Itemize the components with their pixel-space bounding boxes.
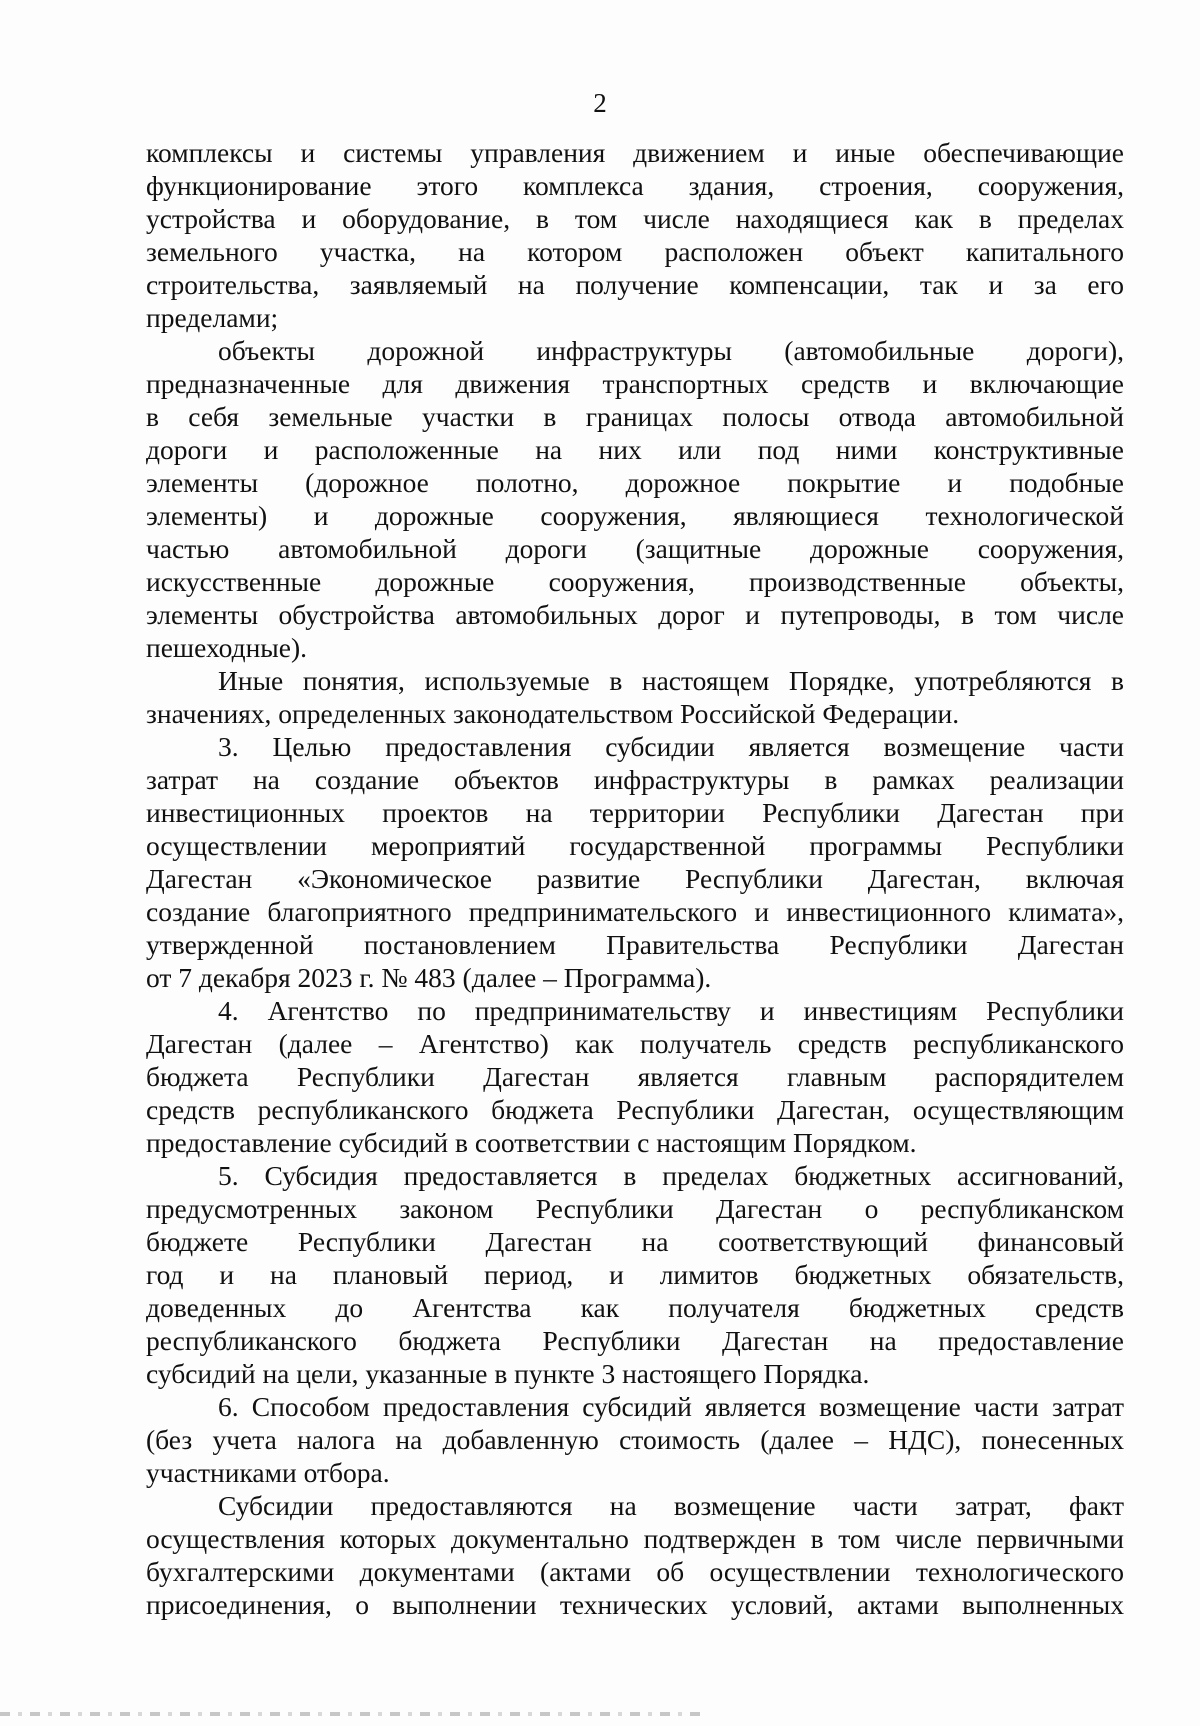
text-line: значениях, определенных законодательством Российской Федерации. [146,698,960,729]
text-line: от 7 декабря 2023 г. № 483 (далее – Программа). [146,962,712,993]
text-line: пешеходные). [146,632,308,663]
text-line: комплексы и системы управления движением и иные обеспечивающие [146,137,1124,168]
text-line: бухгалтерскими документами (актами об осуществлении технологического [146,1556,1124,1587]
text-line: бюджете Республики Дагестан на соответствующий финансовый [146,1226,1124,1257]
text-line: устройства и оборудование, в том числе находящиеся как в пределах [146,203,1124,234]
text-line: пределами; [146,302,279,333]
text-line: функционирование этого комплекса здания, строения, сооружения, [146,170,1124,201]
text-line: (без учета налога на добавленную стоимость (далее – НДС), понесенных [146,1424,1124,1455]
text-line: Дагестан (далее – Агентство) как получатель средств республиканского [146,1028,1124,1059]
text-line: объекты дорожной инфраструктуры (автомобильные дороги), [218,335,1124,366]
text-line: 5. Субсидия предоставляется в пределах бюджетных ассигнований, [218,1160,1124,1191]
text-line: элементы) и дорожные сооружения, являющиеся технологической [146,500,1124,531]
text-line: Дагестан «Экономическое развитие Республики Дагестан, включая [146,863,1124,894]
text-line: элементы (дорожное полотно, дорожное покрытие и подобные [146,467,1124,498]
text-line: в себя земельные участки в границах полосы отвода автомобильной [146,401,1124,432]
text-line: инвестиционных проектов на территории Республики Дагестан при [146,797,1124,828]
text-line: частью автомобильной дороги (защитные дорожные сооружения, [146,533,1124,564]
text-line: дороги и расположенные на них или под ними конструктивные [146,434,1124,465]
page-number: 2 [593,88,607,118]
text-line: год и на плановый период, и лимитов бюджетных обязательств, [146,1259,1124,1290]
text-line: Субсидии предоставляются на возмещение части затрат, факт [218,1490,1124,1521]
text-line: строительства, заявляемый на получение компенсации, так и за его [146,269,1124,300]
text-line: 3. Целью предоставления субсидии является возмещение части [218,731,1124,762]
document-body [146,136,1124,1621]
text-line: предусмотренных законом Республики Дагестан о республиканском [146,1193,1124,1224]
text-line: 4. Агентство по предпринимательству и инвестициям Республики [218,995,1124,1026]
text-line: бюджета Республики Дагестан является главным распорядителем [146,1061,1124,1092]
text-line: осуществлении мероприятий государственной программы Республики [146,830,1124,861]
text-line: земельного участка, на котором расположен объект капитального [146,236,1124,267]
text-line: элементы обустройства автомобильных дорог и путепроводы, в том числе [146,599,1124,630]
text-line: предназначенные для движения транспортных средств и включающие [146,368,1124,399]
text-line: 6. Способом предоставления субсидий является возмещение части затрат [218,1391,1124,1422]
text-line: Иные понятия, используемые в настоящем Порядке, употребляются в [218,665,1124,696]
text-line: средств республиканского бюджета Республики Дагестан, осуществляющим [146,1094,1124,1125]
scan-edge-artifact [0,1712,700,1716]
text-line: осуществления которых документально подтвержден в том числе первичными [146,1523,1124,1554]
text-line: доведенных до Агентства как получателя бюджетных средств [146,1292,1124,1323]
text-line: затрат на создание объектов инфраструктуры в рамках реализации [146,764,1124,795]
text-line: предоставление субсидий в соответствии с настоящим Порядком. [146,1127,917,1158]
text-line: утвержденной постановлением Правительства Республики Дагестан [146,929,1124,960]
text-line: субсидий на цели, указанные в пункте 3 настоящего Порядка. [146,1358,870,1389]
text-line: республиканского бюджета Республики Дагестан на предоставление [146,1325,1124,1356]
text-line: искусственные дорожные сооружения, производственные объекты, [146,566,1124,597]
text-line: присоединения, о выполнении технических условий, актами выполненных [146,1589,1124,1620]
text-line: создание благоприятного предпринимательского и инвестиционного климата», [146,896,1124,927]
text-line: участниками отбора. [146,1457,390,1488]
